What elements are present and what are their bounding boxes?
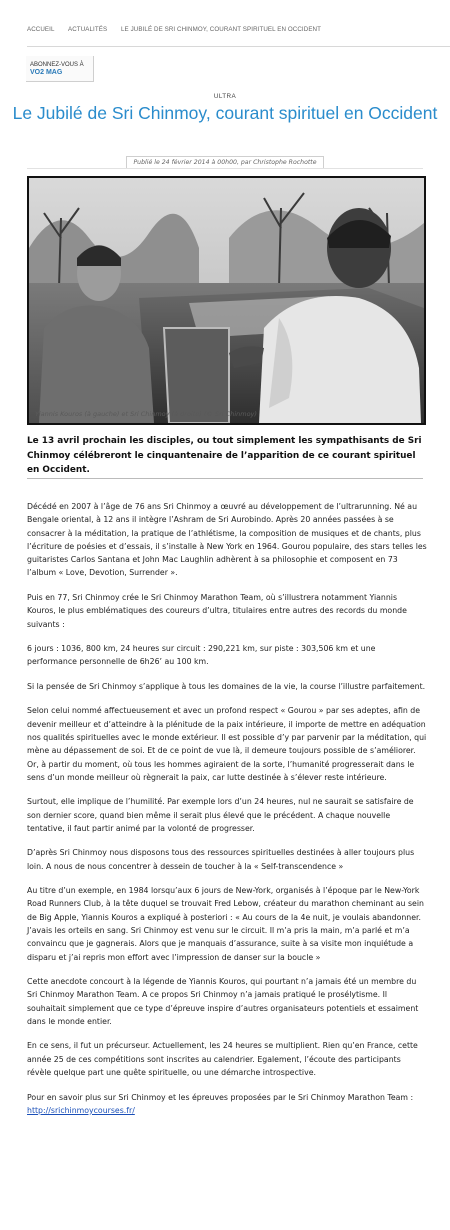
article-paragraph: D’après Sri Chinmoy nous disposons tous des ressources spirituelles destinées à aller toujours plus loin. A nous de nous concentrer à dessein de toucher à la « Self-transcendence » [27, 848, 415, 871]
article-byline: Publié le 24 février 2014 à 00h00, par Christophe Rochotte [126, 156, 323, 169]
article-paragraph: Si la pensée de Sri Chinmoy s’applique à tous les domaines de la vie, la course l’illustre parfaitement. [27, 681, 426, 691]
subscribe-magazine-name: VO2 MAG [30, 69, 63, 76]
article-paragraph: 6 jours : 1036, 800 km, 24 heures sur circuit : 290,221 km, sur piste : 303,506 km et une performance personnelle de 6h26’ au 100 km. [27, 644, 376, 667]
article-photo [27, 176, 426, 425]
title-divider [27, 168, 423, 169]
breadcrumb [27, 26, 333, 33]
subscribe-button[interactable] [26, 56, 94, 82]
article-paragraph: Décédé en 2007 à l’âge de 76 ans Sri Chinmoy a œuvré au développement de l’ultrarunning. Né au Bengale oriental, à 12 ans il intègre l’Ashram de Sri Aurobindo. Après 20 années passées à se consacrer à la méditation, la pratique de l’athlétisme, la composition de musiques et de chants, plus l’écriture de poésies et d’essais, il s’installe à New York en 1964. Gourou populaire, des stars telles les guitaristes Carlos Santana et John Mac Laughlin adhèrent à sa philosophie et composent en 73 l’album « Love, Devotion, Surrender ». [27, 502, 427, 578]
lead-divider [27, 478, 423, 479]
article-title: Le Jubilé de Sri Chinmoy, courant spirituel en Occident [12, 103, 438, 123]
article-paragraph: Cette anecdote concourt à la légende de Yiannis Kouros, qui pourtant n’a jamais été un membre du Sri Chinmoy Marathon Team. A ce propos Sri Chinmoy n’a jamais pratiqué le prosélytisme. Il souhaitait simplement que ce type d’épreuve inspire d’autres organisateurs potentiels et essaiment dans le monde entier. [27, 977, 419, 1026]
article-paragraph: Surtout, elle implique de l’humilité. Par exemple lors d’un 24 heures, nul ne saurait se satisfaire de son dernier score, quand bien même il serait plus élevé que le précédent. A chaque nouvelle tentative, il faut partir animé par la volonté de progresser. [27, 797, 414, 833]
breadcrumb-home-link[interactable]: ACCUEIL [27, 26, 55, 33]
source-link[interactable]: http://srichinmoycourses.fr/ [27, 1105, 135, 1115]
final-text: Pour en savoir plus sur Sri Chinmoy et les épreuves proposées par le Sri Chinmoy Marathon Team : [27, 1092, 414, 1102]
breadcrumb-news-link[interactable]: ACTUALITÉS [68, 26, 108, 33]
photo-caption: Yiannis Kouros (à gauche) et Sri Chinmoy (à droite) (© Sri Chinmoy) [35, 410, 257, 418]
breadcrumb-current: LE JUBILÉ DE SRI CHINMOY, COURANT SPIRITUEL EN OCCIDENT [121, 26, 321, 33]
photo-illustration [29, 178, 424, 423]
subscribe-label: ABONNEZ-VOUS À [30, 62, 84, 68]
header-divider [27, 46, 450, 47]
article-final-paragraph [27, 1091, 427, 1118]
article-paragraph: Selon celui nommé affectueusement et avec un profond respect « Gourou » par ses adeptes, afin de devenir meilleur et d’atteindre à la plénitude de la paix intérieure, il importe de mettre en adéquation nos qualités spirituelles avec le monde extérieur. Il est possible d’y par parvenir par la méditation, qui mène au dépassement de soi. Et de ce point de vue là, il demeure toujours possible de s’améliorer. Or, à partir du moment, où tous les hommes agiraient de la sorte, l’humanité progresserait dans le sens d’un monde meilleur où règnerait la paix, car lutte destinée à s’élever reste intérieure. [27, 706, 427, 782]
article-paragraph: En ce sens, il fut un précurseur. Actuellement, les 24 heures se multiplient. Rien qu’en France, cette année 25 de ces compétitions sont inscrites au calendrier. Egalement, l’écoute des participants révèle quelque part une quête spirituelle, ou une démarche introspective. [27, 1041, 418, 1078]
article-paragraph: Puis en 77, Sri Chinmoy crée le Sri Chinmoy Marathon Team, où s’illustrera notamment Yiannis Kouros, le plus emblématiques des coureurs d’ultra, titulaires entre autres des records du monde suivants : [27, 592, 407, 629]
article-category[interactable]: ULTRA [213, 93, 237, 100]
article-paragraph: Au titre d’un exemple, en 1984 lorsqu’aux 6 jours de New-York, organisés à l’époque par le New-York Road Runners Club, à la tête duquel se trouvait Fred Lebow, créateur du marathon cheminant au sein de Big Apple, Yiannis Kouros a expliqué à posteriori : « Au cours de la 4e nuit, je voulais abandonner. J’avais les orteils en sang. Sri Chinmoy est venu sur le circuit. Il m’a pris la main, m’a parlé et m’a convaincu que je gagnerais. Alors que je manquais d’assurance, suite à sa visite mon inquiétude a disparu et j’ai repris mon effort avec l’impression de danser sur la boucle » [27, 886, 424, 962]
article-body [27, 500, 427, 1117]
article-lead: Le 13 avril prochain les disciples, ou tout simplement les sympathisants de Sri Chinmoy célébreront le cinquantenaire de l’apparition de ce courant spirituel en Occident. [27, 436, 422, 475]
